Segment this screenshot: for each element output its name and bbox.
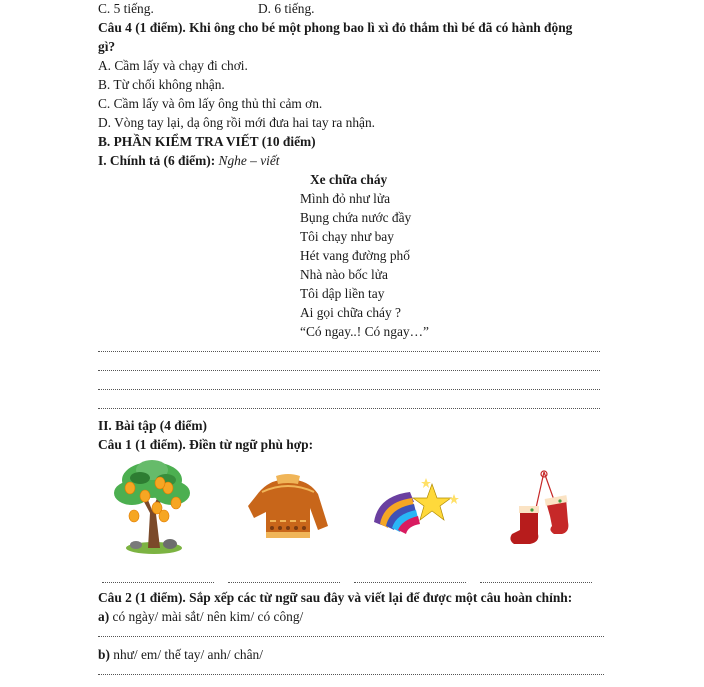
question4-label: Câu 4 (1 điểm). bbox=[98, 20, 186, 35]
question4-option-a: A. Cầm lấy và chạy đi chơi. bbox=[98, 58, 248, 73]
prev-options-row bbox=[98, 0, 315, 18]
q2-b-label: b) bbox=[98, 647, 110, 662]
answer-line[interactable] bbox=[354, 580, 466, 583]
poem-line: Bụng chứa nước đầy bbox=[300, 210, 412, 225]
writing-line[interactable] bbox=[98, 368, 600, 371]
mango-tree-icon bbox=[112, 458, 192, 558]
poem-line: Mình đỏ như lửa bbox=[300, 191, 391, 206]
writing-line[interactable] bbox=[98, 349, 600, 352]
question4-option-d: D. Vòng tay lại, dạ ông rồi mới đưa hai tay ra nhận. bbox=[98, 115, 376, 130]
question4-text: Khi ông cho bé một phong bao lì xì đỏ thắm thì bé đã có hành động bbox=[185, 20, 573, 35]
exercise-q2-label: Câu 2 (1 điểm). Sắp xếp các từ ngữ sau đây và viết lại để được một câu hoàn chỉnh: bbox=[98, 590, 573, 605]
poem-line: Ai gọi chữa cháy ? bbox=[300, 305, 401, 320]
q2-a-text: có ngày/ mài sắt/ nên kim/ có công/ bbox=[109, 609, 304, 624]
answer-line-b[interactable] bbox=[98, 672, 604, 675]
exercise-q2-a bbox=[98, 608, 303, 626]
dictation-heading-row bbox=[98, 152, 280, 170]
poem-line: Tôi dập liền tay bbox=[300, 286, 385, 301]
prev-option-c: C. 5 tiếng. bbox=[98, 1, 154, 16]
exercises-heading: II. Bài tập (4 điểm) bbox=[98, 418, 207, 433]
answer-line[interactable] bbox=[102, 580, 214, 583]
rainbow-star-icon bbox=[370, 478, 462, 538]
question4-option-b: B. Từ chối không nhận. bbox=[98, 77, 225, 92]
exercise-q1-label: Câu 1 (1 điểm). Điền từ ngữ phù hợp: bbox=[98, 437, 314, 452]
poem-title: Xe chữa cháy bbox=[310, 172, 388, 187]
question4-text-cont: gì? bbox=[98, 39, 116, 54]
writing-line[interactable] bbox=[98, 387, 600, 390]
section-b-title: B. PHẦN KIỂM TRA VIẾT (10 điểm) bbox=[98, 134, 316, 149]
question4-option-c: C. Cầm lấy và ôm lấy ông thủ thỉ cảm ơn. bbox=[98, 96, 323, 111]
poem-line: Nhà nào bốc lửa bbox=[300, 267, 388, 282]
answer-line[interactable] bbox=[228, 580, 340, 583]
q2-a-label: a) bbox=[98, 609, 110, 624]
exercise-q2-b bbox=[98, 646, 263, 664]
sweater-icon bbox=[246, 472, 330, 544]
answer-line[interactable] bbox=[480, 580, 592, 583]
answer-line-a[interactable] bbox=[98, 634, 604, 637]
dictation-mode: Nghe – viết bbox=[215, 153, 280, 168]
christmas-socks-icon bbox=[508, 470, 580, 552]
writing-line[interactable] bbox=[98, 406, 600, 409]
dictation-heading: I. Chính tả (6 điểm): bbox=[98, 153, 216, 168]
question4-title bbox=[98, 19, 572, 37]
poem-line: “Có ngay..! Có ngay…” bbox=[300, 324, 429, 339]
prev-option-d: D. 6 tiếng. bbox=[258, 1, 315, 16]
poem-line: Tôi chạy như bay bbox=[300, 229, 394, 244]
poem-line: Hét vang đường phố bbox=[300, 248, 410, 263]
q2-b-text: như/ em/ thế tay/ anh/ chân/ bbox=[109, 647, 263, 662]
